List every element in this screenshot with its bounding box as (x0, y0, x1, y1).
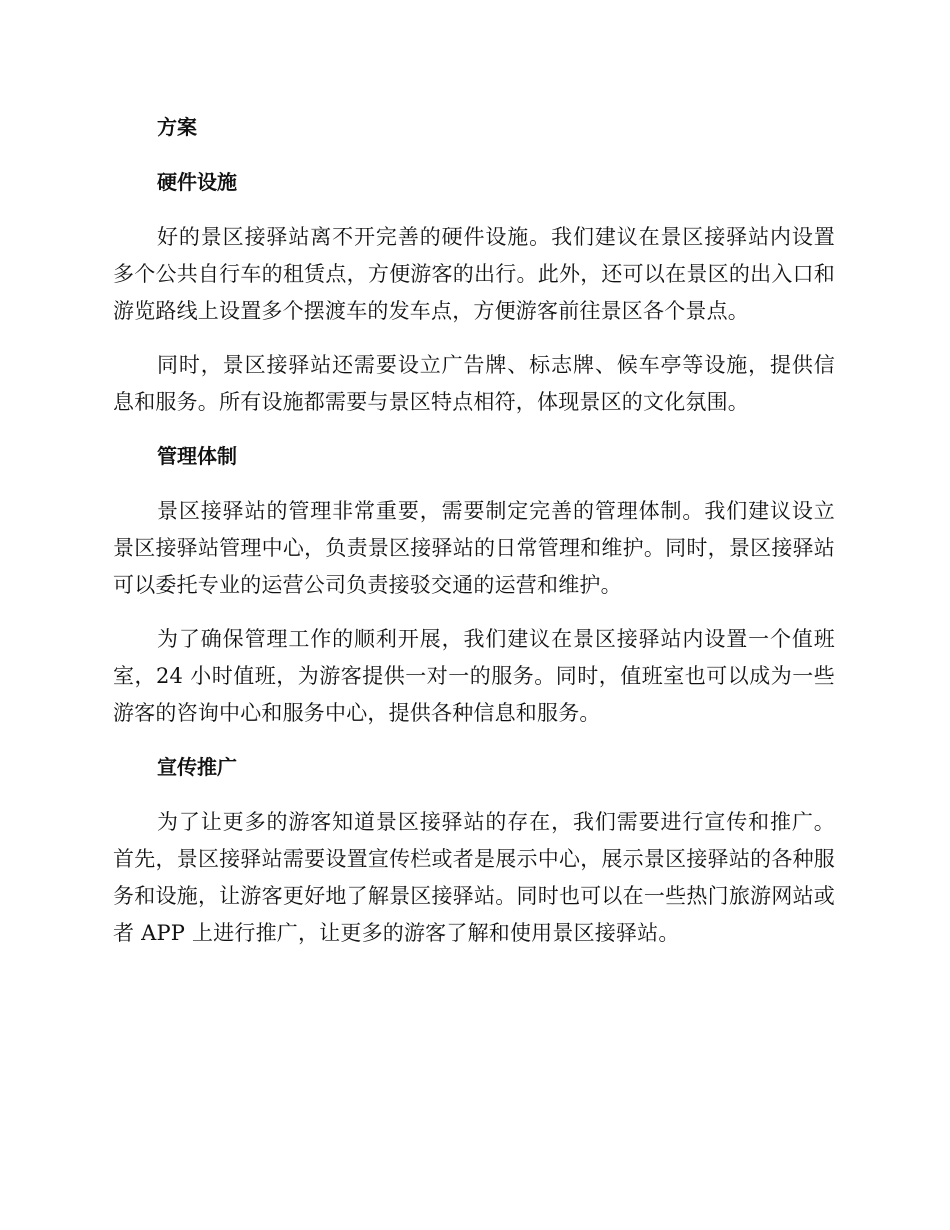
section-heading-plan: 方案 (157, 115, 197, 139)
management-paragraph-1: 景区接驿站的管理非常重要，需要制定完善的管理体制。我们建议设立景区接驿站管理中心，负责景区接驿站的日常管理和维护。同时，景区接驿站可以委托专业的运营公司负责接驳交通的运营和维护。 (113, 499, 835, 597)
section-heading-hardware: 硬件设施 (157, 170, 237, 194)
hardware-paragraph-2: 同时，景区接驿站还需要设立广告牌、标志牌、候车亭等设施，提供信息和服务。所有设施都需要与景区特点相符，体现景区的文化氛围。 (113, 353, 835, 414)
section-heading-management: 管理体制 (157, 444, 237, 468)
management-paragraph-2: 为了确保管理工作的顺利开展，我们建议在景区接驿站内设置一个值班室，24 小时值班，为游客提供一对一的服务。同时，值班室也可以成为一些游客的咨询中心和服务中心，提供各种信息和服务。 (113, 627, 835, 725)
hardware-paragraph-1: 好的景区接驿站离不开完善的硬件设施。我们建议在景区接驿站内设置多个公共自行车的租赁点，方便游客的出行。此外，还可以在景区的出入口和游览路线上设置多个摆渡车的发车点，方便游客前往景区各个景点。 (113, 225, 835, 323)
promotion-paragraph-1: 为了让更多的游客知道景区接驿站的存在，我们需要进行宣传和推广。首先，景区接驿站需要设置宣传栏或者是展示中心，展示景区接驿站的各种服务和设施，让游客更好地了解景区接驿站。同时也可以在一些热门旅游网站或者 APP 上进行推广，让更多的游客了解和使用景区接驿站。 (113, 810, 835, 945)
section-heading-promotion: 宣传推广 (157, 755, 237, 779)
document-body (113, 109, 835, 952)
